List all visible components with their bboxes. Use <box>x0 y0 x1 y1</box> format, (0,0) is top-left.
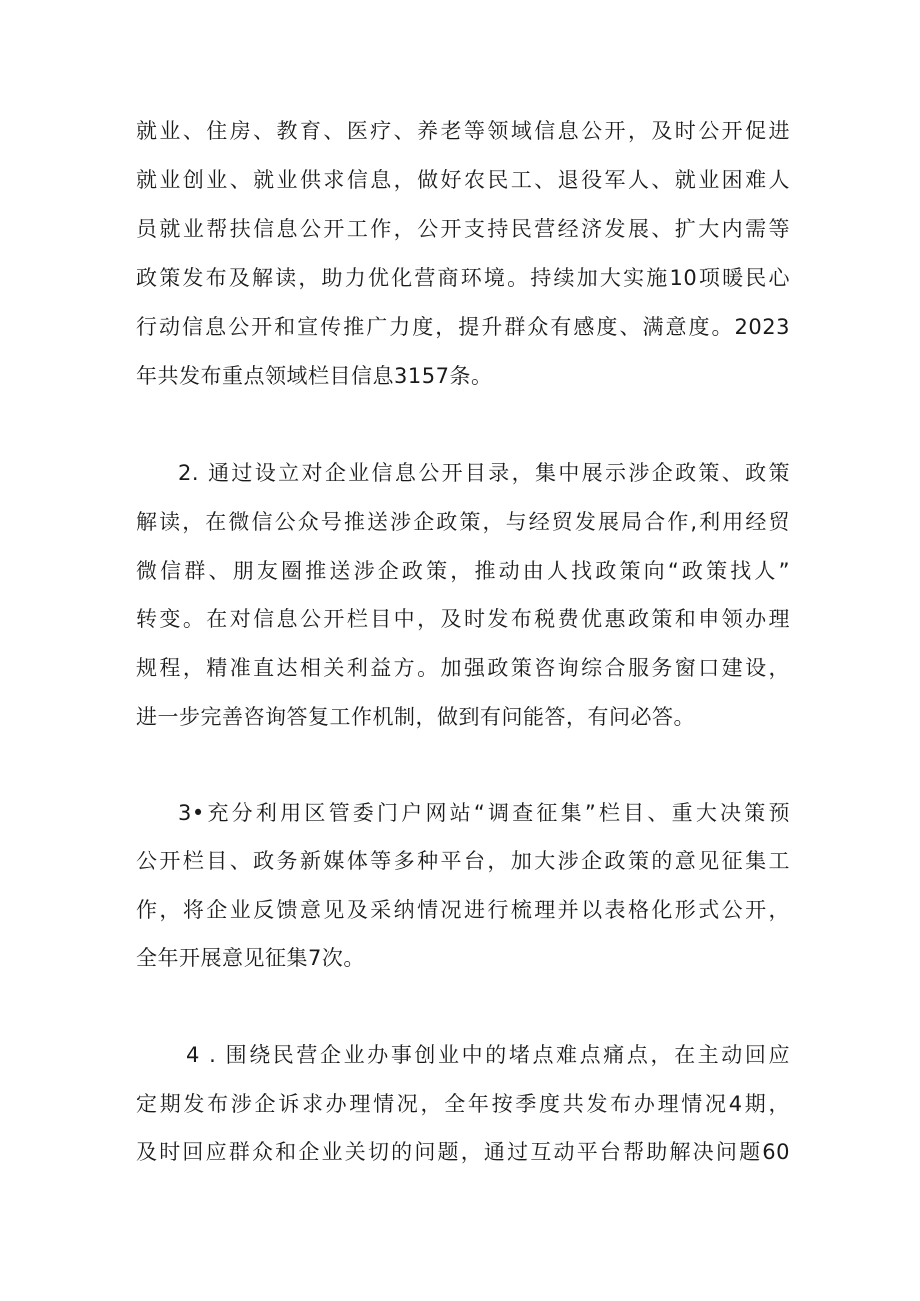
text-line: 2. 通过设立对企业信息公开目录，集中展示涉企政策、政策 <box>178 461 790 485</box>
text-line: 进一步完善咨询答复工作机制，做到有问能答，有问必答。 <box>136 705 695 729</box>
text-line: 全年开展意见征集7次。 <box>136 946 365 970</box>
text-line: 员就业帮扶信息公开工作，公开支持民营经济发展、扩大内需等 <box>136 217 790 241</box>
text-line: 及时回应群众和企业关切的问题，通过互动平台帮助解决问题60 <box>136 1140 790 1164</box>
text-line: 就业创业、就业供求信息，做好农民工、退役军人、就业困难人 <box>136 168 790 192</box>
text-line: 政策发布及解读，助力优化营商环境。持续加大实施10项暖民心 <box>136 266 790 290</box>
text-line: 解读，在微信公众号推送涉企政策，与经贸发展局合作,利用经贸 <box>136 510 790 534</box>
text-line: 就业、住房、教育、医疗、养老等领域信息公开，及时公开促进 <box>136 119 790 143</box>
text-line: 行动信息公开和宣传推广力度，提升群众有感度、满意度。2023 <box>136 315 790 339</box>
text-line: 转变。在对信息公开栏目中，及时发布税费优惠政策和申领办理 <box>136 607 790 631</box>
text-line: 年共发布重点领域栏目信息3157条。 <box>136 364 493 388</box>
text-line: 微信群、朋友圈推送涉企政策，推动由人找政策向“政策找人” <box>136 559 790 583</box>
text-line: 公开栏目、政务新媒体等多种平台，加大涉企政策的意见征集工 <box>136 849 790 873</box>
text-line: 3•充分利用区管委门户网站“调查征集”栏目、重大决策预 <box>178 801 790 825</box>
text-line: 规程，精准直达相关利益方。加强政策咨询综合服务窗口建设， <box>136 656 790 680</box>
text-line: 作，将企业反馈意见及采纳情况进行梳理并以表格化形式公开， <box>136 898 790 922</box>
text-line: 定期发布涉企诉求办理情况，全年按季度共发布办理情况4期， <box>136 1092 790 1116</box>
text-line: 4 . 围绕民营企业办事创业中的堵点难点痛点，在主动回应 <box>186 1043 790 1067</box>
